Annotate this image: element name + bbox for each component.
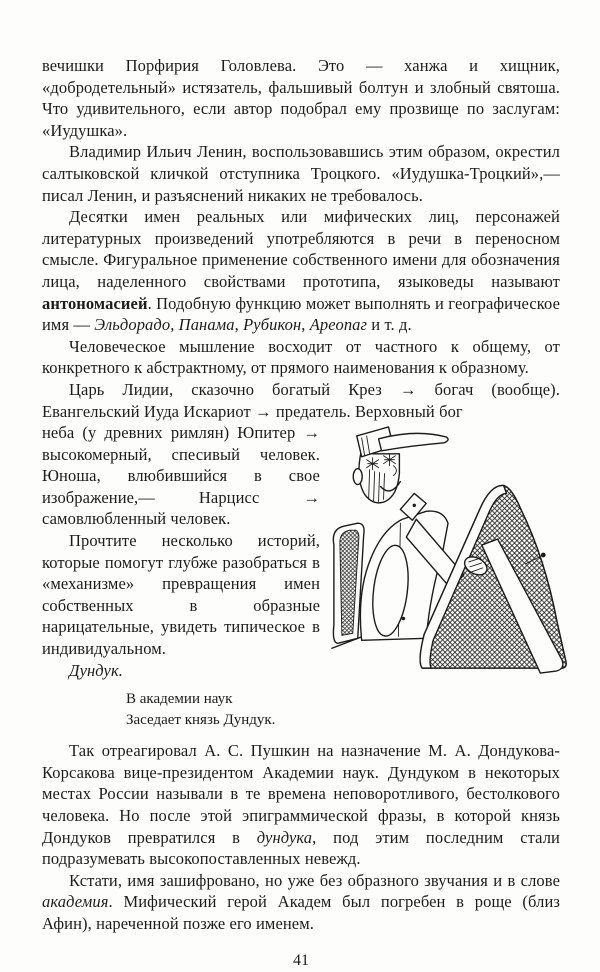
paragraph-lenin-trotsky: Владимир Ильич Ленин, воспользовавшись этим образом, окрестил салтыковской кличкой отступника Троцкого. «Иудушка-Троцкий»,— писал Ленин, и разъяснений никаких не требовалось. (42, 142, 560, 205)
chair-back (333, 523, 364, 643)
verse-line-1: В академии наук (126, 691, 233, 708)
paragraph-akademia: Кстати, имя зашифровано, но уже без образного звучания и в слове академия. Мифический герой Академ был погребен в роще (близ Афин), нареченной позже его именем. (42, 870, 560, 933)
narcissus-cartoon-illustration (328, 424, 572, 680)
verse-line-2: Заседает князь Дундук. (126, 711, 276, 728)
mirror-man-drawing (328, 424, 572, 680)
paragraph-iudushka: вечишки Порфирия Головлева. Это — ханжа и хищник, «добродетельный» истязатель, фальшивый болтун и злобный святоша. Что удивительного, если автор подобрал ему прозвище по заслугам: «Иудушка». (42, 56, 560, 140)
paragraph-pushkin-dunduk: Так отреагировал А. С. Пушкин на назначение М. А. Дондукова-Корсакова вице-президентом Академии наук. Дундуком в некоторых местах России называли в те времена неповоротливого, бестолкового человека. Но после этой эпиграммической фразы, в которой князь Дондуков превратился в дундука, под этим последним стали подразумевать высокопоставленных невежд. (42, 741, 560, 869)
paragraph-examples: Царь Лидии, сказочно богатый Крез → богач (вообще). Евангельский Иуда Искариот → предатель. Верховный бог (42, 379, 560, 421)
pushkin-epigram-verse (126, 689, 560, 730)
paragraph-antonomasia: Десятки имен реальных или мифических лиц, персонажей литературных произведений употребляются в речи в переносном смысле. Фигуральное применение собственного имени для обозначения лица, наделенного свойствами прототипа, языковеды называют антономасией. Подобную функцию может выполнять и географическое имя — Эльдорадо, Панама, Рубикон, Ареопаг и т. д. (42, 207, 560, 335)
paragraph-read-stories: Прочтите несколько историй, которые помогут глубже разобраться в «механизме» превращения имен собственных в образные нарицательные, увидеть типическое в индивидуальном. (42, 531, 320, 659)
paragraph-abstraction: Человеческое мышление восходит от частного к общему, от конкретного к абстрактному, от прямого наименования к образному. (42, 336, 560, 378)
page-number: 41 (293, 951, 309, 969)
word-dunduk-heading: Дундук. (69, 660, 124, 680)
paragraph-examples-continued: неба (у древних римлян) Юпитер → высокомерный, спесивый человек. Юноша, влюбившийся в свое изображение,— Нарцисс → самовлюбленный человек. (42, 423, 320, 529)
